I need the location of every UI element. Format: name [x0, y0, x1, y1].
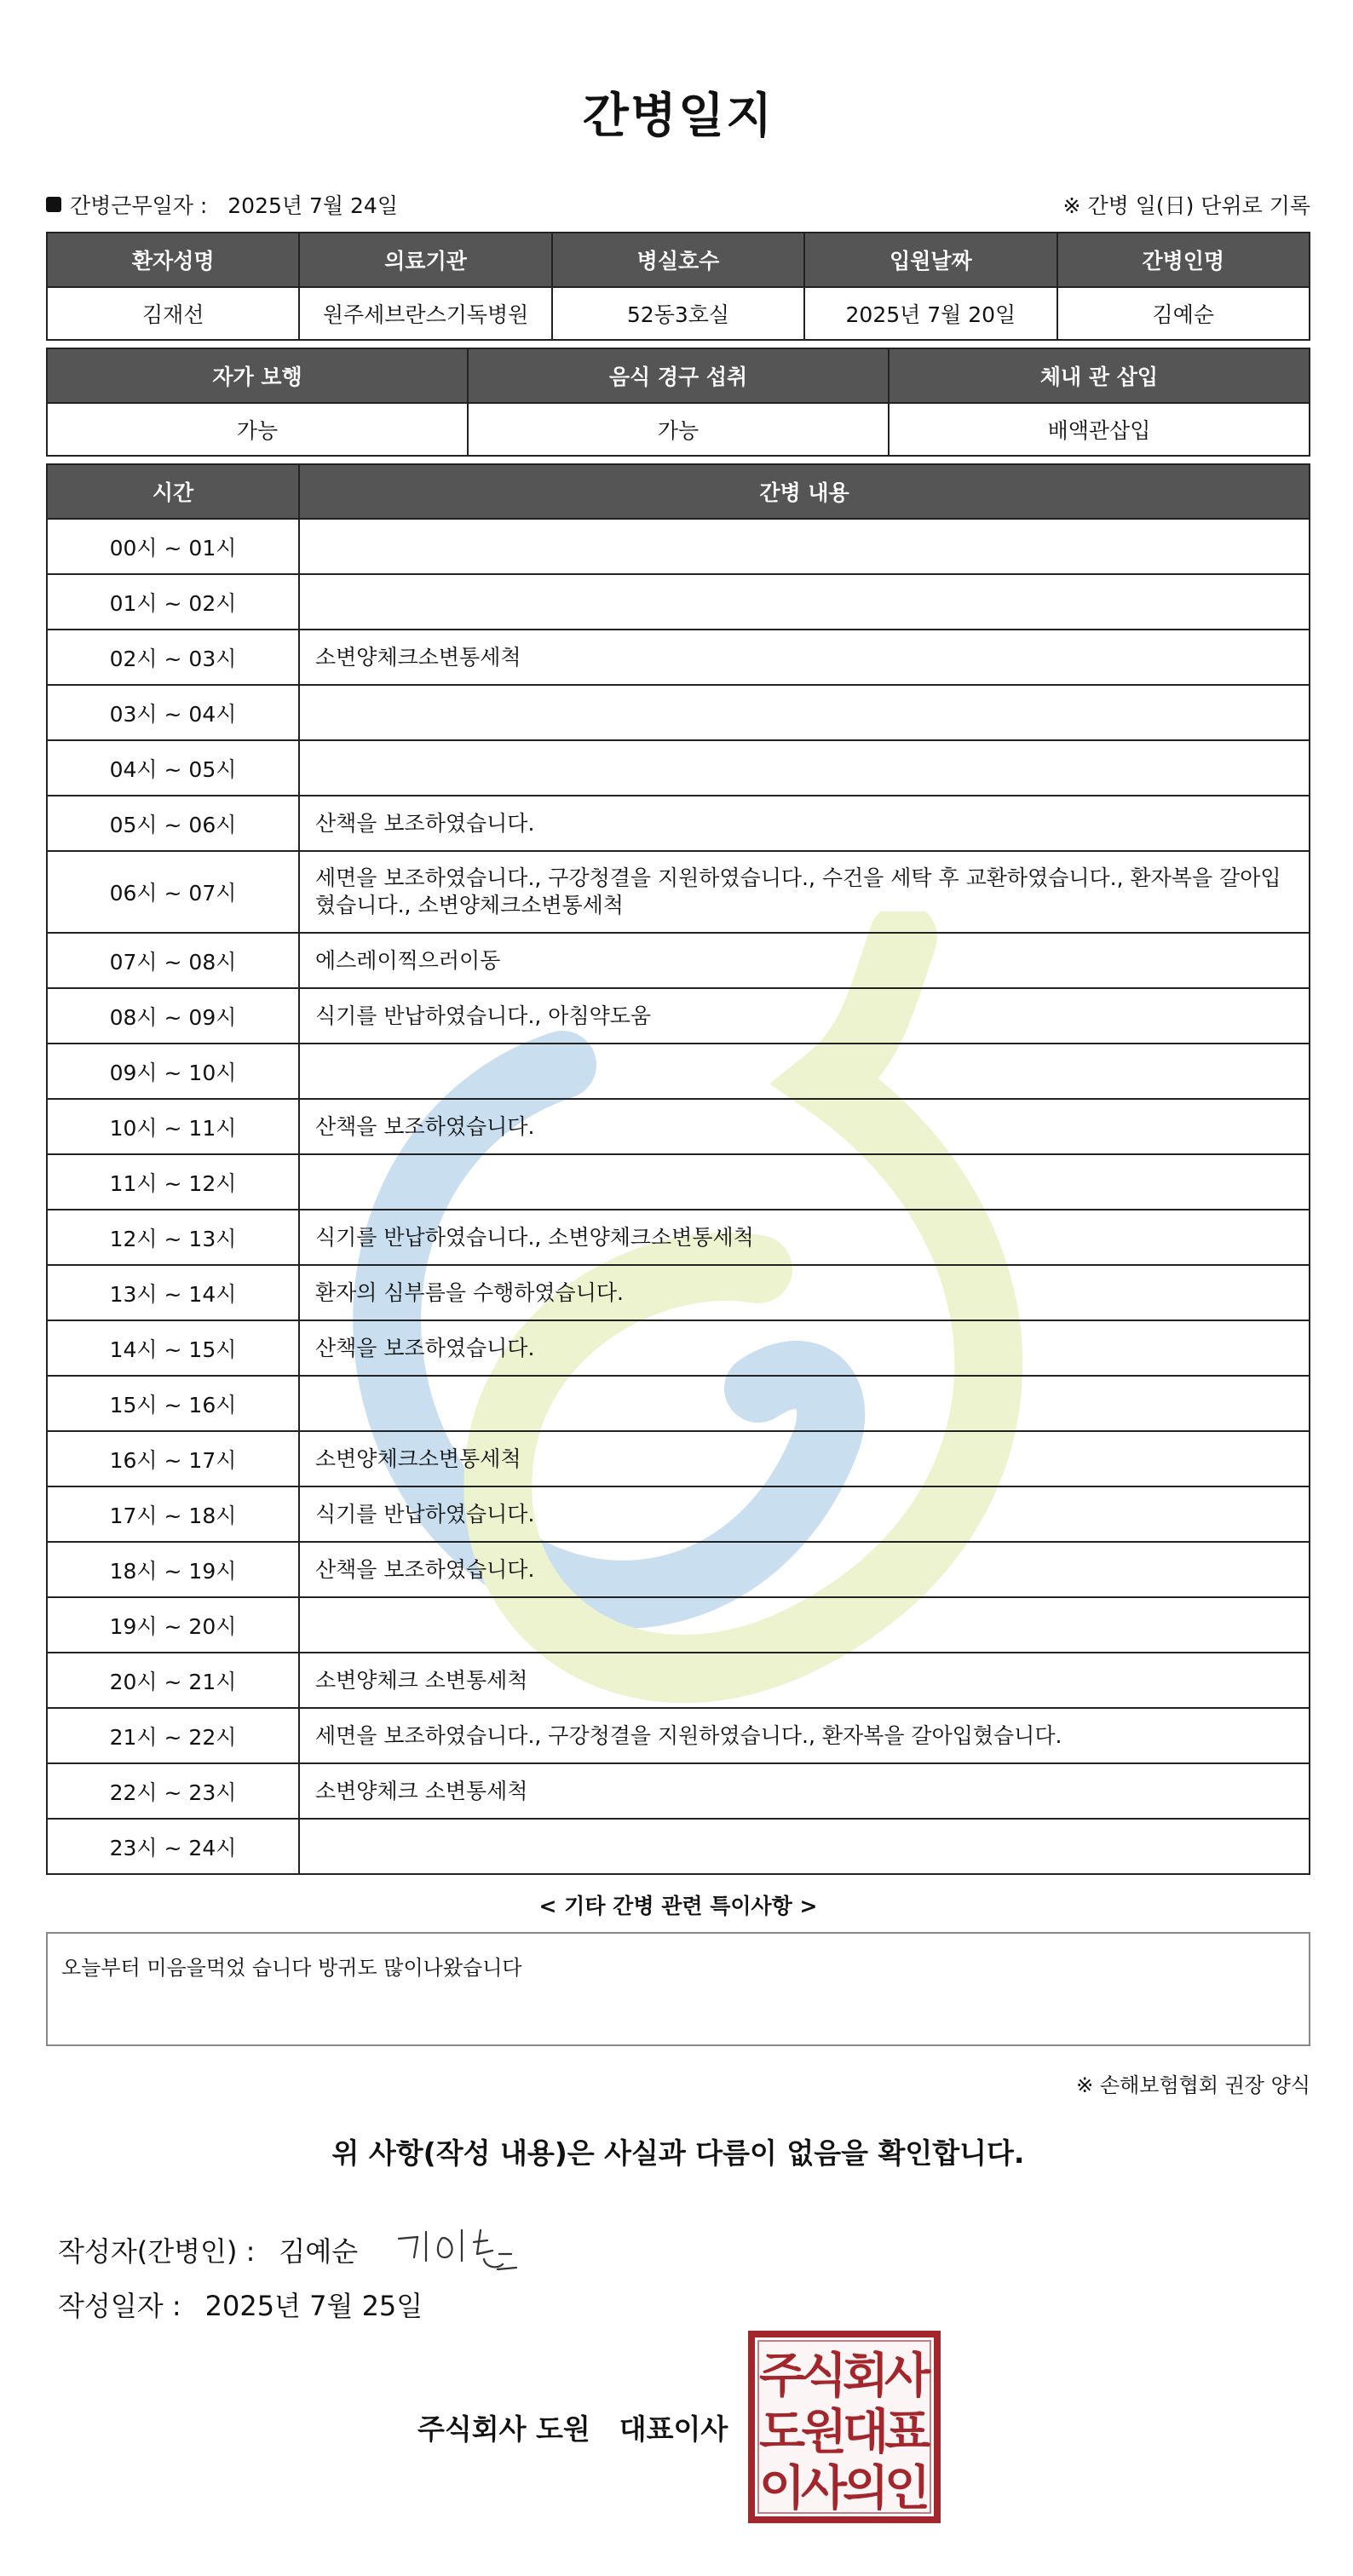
patient-status-table — [46, 348, 1310, 457]
work-date-label: 간병근무일자 : — [70, 193, 208, 218]
care-log-content: 에스레이찍으러이동 — [299, 933, 1310, 988]
care-log-time: 18시 ~ 19시 — [47, 1542, 299, 1597]
meta-row — [46, 189, 1310, 218]
header-room: 병실호수 — [552, 233, 804, 287]
care-log-content: 식기를 반납하였습니다., 아침약도움 — [299, 988, 1310, 1044]
care-log-row — [47, 1542, 1310, 1597]
care-log-row — [47, 574, 1310, 630]
header-walking: 자가 보행 — [47, 348, 468, 403]
care-log-time: 23시 ~ 24시 — [47, 1819, 299, 1874]
work-date-value: 2025년 7월 24일 — [227, 193, 398, 218]
ceo-label: 대표이사 — [619, 2412, 728, 2446]
header-time: 시간 — [47, 464, 299, 519]
admission-date: 2025년 7월 20일 — [804, 287, 1056, 340]
care-log-row — [47, 685, 1310, 740]
care-log-time: 13시 ~ 14시 — [47, 1265, 299, 1320]
care-log-row — [47, 1099, 1310, 1154]
patient-name: 김재선 — [47, 287, 299, 340]
care-log-row — [47, 630, 1310, 685]
work-date — [46, 189, 398, 220]
care-log-content — [299, 1819, 1310, 1874]
care-log-content: 소변양체크 소변통세척 — [299, 1653, 1310, 1708]
care-log-content: 산책을 보조하였습니다. — [299, 1320, 1310, 1376]
care-log-time: 07시 ~ 08시 — [47, 933, 299, 988]
header-tube-insertion: 체내 관 삽입 — [889, 348, 1310, 403]
other-notes-box: 오늘부터 미음을먹었 습니다 방귀도 많이나왔습니다 — [46, 1932, 1310, 2046]
seal-character: 회 — [842, 2349, 890, 2404]
care-log-content — [299, 519, 1310, 574]
write-date-value: 2025년 7월 25일 — [204, 2290, 423, 2322]
care-log-row — [47, 1486, 1310, 1542]
care-log-time: 10시 ~ 11시 — [47, 1099, 299, 1154]
care-log-time: 15시 ~ 16시 — [47, 1376, 299, 1431]
oral-intake-value: 가능 — [468, 403, 889, 456]
care-log-time: 00시 ~ 01시 — [47, 519, 299, 574]
room-number: 52동3호실 — [552, 287, 804, 340]
care-log-content — [299, 1376, 1310, 1431]
page-title: 간병일지 — [582, 89, 774, 144]
caregiver-name: 김예순 — [1057, 287, 1310, 340]
care-log-time: 22시 ~ 23시 — [47, 1763, 299, 1819]
care-log-row — [47, 1044, 1310, 1099]
patient-status-header-row — [47, 348, 1310, 403]
hospital-name: 원주세브란스기독병원 — [299, 287, 551, 340]
care-log-time: 04시 ~ 05시 — [47, 740, 299, 796]
seal-character: 원 — [800, 2405, 848, 2460]
writer-label: 작성자(간병인) : — [58, 2235, 256, 2268]
care-log-content: 소변양체크소변통세척 — [299, 1431, 1310, 1486]
care-log-content — [299, 574, 1310, 630]
form-source-note: ※ 손해보험협회 권장 양식 — [1076, 2073, 1310, 2097]
care-log-content — [299, 1044, 1310, 1099]
square-bullet-icon — [46, 197, 61, 212]
tube-insertion-value: 배액관삽입 — [889, 403, 1310, 456]
header-care-content: 간병 내용 — [299, 464, 1310, 519]
care-log-row — [47, 740, 1310, 796]
header-oral-intake: 음식 경구 섭취 — [468, 348, 889, 403]
handwritten-signature — [392, 2220, 537, 2280]
care-log-time: 14시 ~ 15시 — [47, 1320, 299, 1376]
company-line — [417, 2407, 728, 2447]
care-log-time: 16시 ~ 17시 — [47, 1431, 299, 1486]
care-log-time: 02시 ~ 03시 — [47, 630, 299, 685]
seal-character: 도 — [758, 2405, 806, 2460]
patient-info-value-row — [47, 287, 1310, 340]
care-log-row — [47, 1431, 1310, 1486]
care-log-time: 08시 ~ 09시 — [47, 988, 299, 1044]
seal-character: 의 — [842, 2461, 890, 2516]
seal-character: 사 — [800, 2461, 848, 2516]
seal-character: 사 — [884, 2349, 931, 2404]
header-admission-date: 입원날짜 — [804, 233, 1056, 287]
care-log-header-row — [47, 464, 1310, 519]
care-log-content: 산책을 보조하였습니다. — [299, 796, 1310, 851]
care-log-time: 21시 ~ 22시 — [47, 1708, 299, 1763]
walking-value: 가능 — [47, 403, 468, 456]
patient-info-table — [46, 232, 1310, 341]
write-date-label: 작성일자 : — [58, 2290, 181, 2322]
other-notes-title: < 기타 간병 관련 특이사항 > — [538, 1894, 818, 1918]
care-log-row — [47, 851, 1310, 933]
care-log-content: 산책을 보조하였습니다. — [299, 1542, 1310, 1597]
care-log-time: 03시 ~ 04시 — [47, 685, 299, 740]
care-log-content — [299, 1154, 1310, 1210]
care-log-row — [47, 1819, 1310, 1874]
care-log-content: 산책을 보조하였습니다. — [299, 1099, 1310, 1154]
care-log-row — [47, 1210, 1310, 1265]
header-caregiver-name: 간병인명 — [1057, 233, 1310, 287]
seal-character: 식 — [800, 2349, 848, 2404]
care-log-row — [47, 1763, 1310, 1819]
unit-note: ※ 간병 일(日) 단위로 기록 — [1062, 193, 1310, 218]
care-log-content: 식기를 반납하였습니다., 소변양체크소변통세척 — [299, 1210, 1310, 1265]
care-log-time: 09시 ~ 10시 — [47, 1044, 299, 1099]
seal-character: 대 — [842, 2405, 890, 2460]
care-log-content: 식기를 반납하였습니다. — [299, 1486, 1310, 1542]
care-log-row — [47, 796, 1310, 851]
care-log-row — [47, 1597, 1310, 1653]
writer-line — [58, 2220, 537, 2280]
care-log-content — [299, 685, 1310, 740]
writer-name: 김예순 — [279, 2235, 359, 2268]
care-log-content — [299, 1597, 1310, 1653]
care-log-time: 06시 ~ 07시 — [47, 851, 299, 933]
care-log-row — [47, 1708, 1310, 1763]
care-log-row — [47, 1320, 1310, 1376]
care-log-row — [47, 1376, 1310, 1431]
care-log-time: 11시 ~ 12시 — [47, 1154, 299, 1210]
company-name: 주식회사 도원 — [417, 2412, 590, 2446]
seal-character: 이 — [758, 2461, 806, 2516]
header-patient-name: 환자성명 — [47, 233, 299, 287]
care-log-time: 01시 ~ 02시 — [47, 574, 299, 630]
patient-info-header-row — [47, 233, 1310, 287]
company-seal-stamp — [748, 2331, 941, 2523]
care-log-row — [47, 1265, 1310, 1320]
confirmation-statement: 위 사항(작성 내용)은 사실과 다름이 없음을 확인합니다. — [331, 2136, 1025, 2170]
seal-character: 인 — [884, 2461, 931, 2516]
care-log-row — [47, 519, 1310, 574]
care-log-time: 20시 ~ 21시 — [47, 1653, 299, 1708]
write-date-line — [58, 2285, 423, 2324]
care-log-content: 소변양체크 소변통세척 — [299, 1763, 1310, 1819]
care-log-content: 세면을 보조하였습니다., 구강청결을 지원하였습니다., 수건을 세탁 후 교환하였습니다., 환자복을 갈아입혔습니다., 소변양체크소변통세척 — [299, 851, 1310, 933]
care-log-row — [47, 1653, 1310, 1708]
care-log-time: 17시 ~ 18시 — [47, 1486, 299, 1542]
seal-character: 주 — [758, 2349, 806, 2404]
seal-character: 표 — [884, 2405, 931, 2460]
care-log-time: 12시 ~ 13시 — [47, 1210, 299, 1265]
care-log-content: 세면을 보조하였습니다., 구강청결을 지원하였습니다., 환자복을 갈아입혔습니다. — [299, 1708, 1310, 1763]
care-log-time: 19시 ~ 20시 — [47, 1597, 299, 1653]
header-hospital: 의료기관 — [299, 233, 551, 287]
care-log-content: 소변양체크소변통세척 — [299, 630, 1310, 685]
care-log-row — [47, 933, 1310, 988]
care-log-content — [299, 740, 1310, 796]
care-log-table — [46, 463, 1310, 1875]
care-log-body — [47, 519, 1310, 1874]
care-log-time: 05시 ~ 06시 — [47, 796, 299, 851]
care-log-content: 환자의 심부름을 수행하였습니다. — [299, 1265, 1310, 1320]
care-log-row — [47, 1154, 1310, 1210]
care-log-row — [47, 988, 1310, 1044]
patient-status-value-row — [47, 403, 1310, 456]
